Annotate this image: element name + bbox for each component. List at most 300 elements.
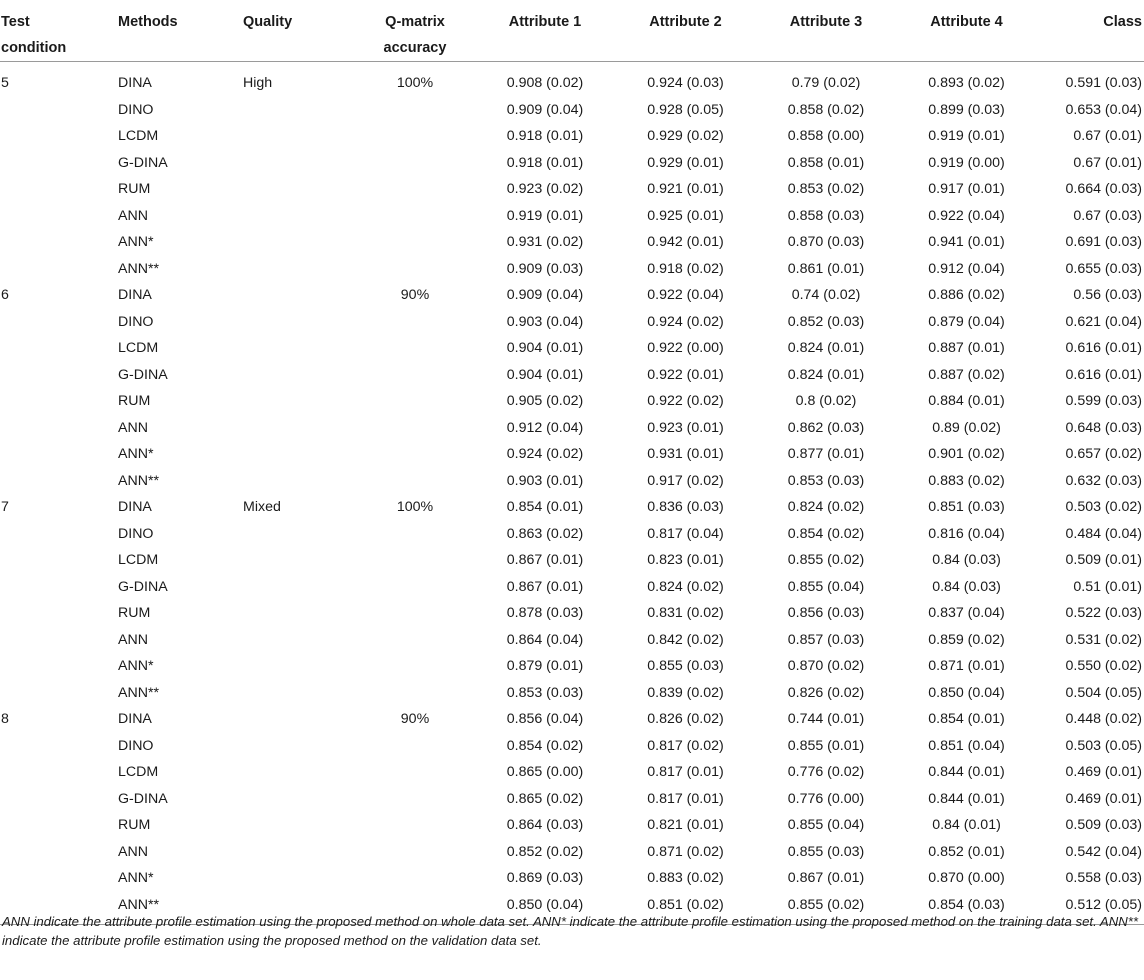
qmatrix-cell: 100% bbox=[396, 75, 434, 91]
qmatrix-cell bbox=[355, 229, 475, 256]
table-row bbox=[0, 812, 1144, 839]
attribute-4-cell: 0.886 (0.02) bbox=[928, 287, 1005, 303]
attribute-4-cell: 0.912 (0.04) bbox=[928, 260, 1005, 277]
test-condition-cell bbox=[0, 309, 118, 336]
qmatrix-cell bbox=[355, 865, 475, 892]
attribute-1-cell: 0.918 (0.01) bbox=[506, 154, 584, 171]
class-cell: 0.591 (0.03) bbox=[1065, 75, 1142, 91]
quality-cell bbox=[243, 468, 355, 495]
qmatrix-cell bbox=[355, 547, 475, 574]
class-cell: 0.664 (0.03) bbox=[1065, 181, 1142, 197]
attribute-3-cell: 0.877 (0.01) bbox=[787, 446, 865, 462]
attribute-1-cell: 0.924 (0.02) bbox=[506, 446, 584, 462]
attribute-3-cell: 0.852 (0.03) bbox=[787, 313, 865, 330]
attribute-3-cell: 0.79 (0.02) bbox=[791, 75, 861, 91]
attribute-3-cell: 0.870 (0.02) bbox=[787, 658, 865, 674]
header-qmatrix-accuracy bbox=[355, 0, 475, 62]
header-attribute-1: Attribute 1 bbox=[475, 0, 615, 62]
table-row bbox=[0, 203, 1144, 230]
attribute-4-cell: 0.922 (0.04) bbox=[928, 207, 1005, 224]
attribute-2-cell: 0.921 (0.01) bbox=[647, 181, 724, 197]
attribute-3-cell: 0.861 (0.01) bbox=[787, 260, 865, 277]
method-cell: G-DINA bbox=[118, 578, 168, 595]
qmatrix-cell bbox=[355, 150, 475, 177]
header-methods: Methods bbox=[118, 0, 243, 62]
table-row bbox=[0, 600, 1144, 627]
attribute-3-cell: 0.857 (0.03) bbox=[787, 631, 865, 648]
attribute-4-cell: 0.844 (0.01) bbox=[928, 764, 1005, 780]
qmatrix-cell bbox=[355, 309, 475, 336]
attribute-1-cell: 0.865 (0.02) bbox=[506, 790, 584, 807]
qmatrix-cell bbox=[355, 521, 475, 548]
attribute-1-cell: 0.903 (0.01) bbox=[506, 472, 584, 489]
quality-cell bbox=[243, 574, 355, 601]
class-cell: 0.56 (0.03) bbox=[1073, 287, 1142, 303]
quality-cell bbox=[243, 282, 355, 309]
table-row bbox=[0, 494, 1144, 521]
quality-cell bbox=[243, 521, 355, 548]
table-row bbox=[0, 176, 1144, 203]
table-body bbox=[0, 62, 1144, 925]
attribute-2-cell: 0.918 (0.02) bbox=[647, 260, 724, 277]
header-quality: Quality bbox=[243, 0, 355, 62]
attribute-1-cell: 0.852 (0.02) bbox=[506, 843, 584, 860]
attribute-4-cell: 0.84 (0.01) bbox=[932, 817, 1001, 833]
attribute-1-cell: 0.918 (0.01) bbox=[506, 128, 584, 144]
method-cell: ANN* bbox=[118, 234, 154, 250]
header-attribute-3: Attribute 3 bbox=[756, 0, 896, 62]
test-condition-cell bbox=[0, 547, 118, 574]
method-cell: ANN bbox=[118, 843, 148, 860]
attribute-2-cell: 0.817 (0.02) bbox=[647, 737, 724, 754]
quality-cell bbox=[243, 627, 355, 654]
header-test-condition-line2: condition bbox=[1, 40, 67, 56]
method-cell: ANN** bbox=[118, 892, 243, 925]
qmatrix-cell bbox=[355, 468, 475, 495]
attribute-2-cell: 0.922 (0.02) bbox=[647, 393, 724, 409]
attribute-4-cell: 0.919 (0.01) bbox=[928, 128, 1005, 144]
qmatrix-cell bbox=[355, 176, 475, 203]
method-cell: G-DINA bbox=[118, 790, 168, 807]
class-cell: 0.599 (0.03) bbox=[1065, 393, 1142, 409]
attribute-1-cell: 0.865 (0.00) bbox=[506, 764, 584, 780]
class-cell: 0.509 (0.03) bbox=[1065, 817, 1142, 833]
attribute-1-cell: 0.903 (0.04) bbox=[506, 313, 584, 330]
attribute-1-cell: 0.854 (0.01) bbox=[506, 499, 584, 515]
attribute-3-cell: 0.858 (0.02) bbox=[787, 101, 865, 118]
attribute-3-cell: 0.853 (0.03) bbox=[787, 472, 865, 489]
quality-cell bbox=[243, 680, 355, 707]
quality-cell bbox=[243, 309, 355, 336]
attribute-2-cell: 0.831 (0.02) bbox=[647, 605, 724, 621]
attribute-3-cell: 0.824 (0.02) bbox=[787, 499, 865, 515]
test-condition-cell bbox=[0, 521, 118, 548]
quality-cell bbox=[243, 547, 355, 574]
quality-cell bbox=[243, 335, 355, 362]
qmatrix-cell bbox=[355, 362, 475, 389]
table-row bbox=[0, 680, 1144, 707]
attribute-2-cell: 0.824 (0.02) bbox=[647, 578, 724, 595]
qmatrix-cell bbox=[355, 203, 475, 230]
qmatrix-cell bbox=[355, 441, 475, 468]
test-condition-cell bbox=[0, 388, 118, 415]
attribute-2-cell: 0.917 (0.02) bbox=[647, 472, 724, 489]
quality-cell bbox=[243, 123, 355, 150]
class-cell: 0.657 (0.02) bbox=[1065, 446, 1142, 462]
attribute-2-cell: 0.883 (0.02) bbox=[647, 870, 724, 886]
table-row bbox=[0, 362, 1144, 389]
quality-cell bbox=[243, 97, 355, 124]
attribute-1-cell: 0.878 (0.03) bbox=[506, 605, 584, 621]
quality-cell bbox=[243, 362, 355, 389]
class-cell: 0.503 (0.02) bbox=[1065, 499, 1142, 515]
method-cell: DINO bbox=[118, 737, 154, 754]
class-cell: 0.469 (0.01) bbox=[1065, 764, 1142, 780]
quality-cell bbox=[243, 388, 355, 415]
attribute-4-cell: 0.871 (0.01) bbox=[928, 658, 1005, 674]
attribute-4-cell: 0.854 (0.01) bbox=[928, 711, 1005, 727]
class-cell: 0.616 (0.01) bbox=[1065, 340, 1142, 356]
test-condition-cell bbox=[0, 786, 118, 813]
class-cell: 0.691 (0.03) bbox=[1065, 234, 1142, 250]
attribute-3-cell: 0.862 (0.03) bbox=[787, 419, 865, 436]
test-condition-cell bbox=[0, 468, 118, 495]
header-test-condition-line1: Test bbox=[1, 14, 30, 30]
attribute-4-cell: 0.879 (0.04) bbox=[928, 313, 1005, 330]
test-condition-cell bbox=[0, 415, 118, 442]
header-qmatrix-line2: accuracy bbox=[383, 40, 447, 56]
attribute-3-cell: 0.854 (0.02) bbox=[787, 525, 865, 542]
test-condition-cell bbox=[0, 600, 118, 627]
attribute-4-cell: 0.941 (0.01) bbox=[928, 234, 1005, 250]
test-condition-cell bbox=[0, 839, 118, 866]
table-row bbox=[0, 839, 1144, 866]
method-cell: DINO bbox=[118, 313, 154, 330]
attribute-3-cell: 0.855 (0.03) bbox=[787, 843, 865, 860]
attribute-2-cell: 0.821 (0.01) bbox=[647, 817, 724, 833]
attribute-4-cell: 0.917 (0.01) bbox=[928, 181, 1005, 197]
attribute-4-cell: 0.852 (0.01) bbox=[928, 843, 1005, 860]
attribute-1-cell: 0.904 (0.01) bbox=[506, 366, 584, 383]
method-cell: DINO bbox=[118, 525, 154, 542]
class-cell: 0.503 (0.05) bbox=[1065, 737, 1142, 754]
table-row bbox=[0, 256, 1144, 283]
attribute-2-cell: 0.871 (0.02) bbox=[647, 843, 724, 860]
method-cell: ANN bbox=[118, 631, 148, 648]
test-condition-cell: 6 bbox=[1, 287, 9, 303]
qmatrix-cell bbox=[355, 627, 475, 654]
attribute-4-cell: 0.854 (0.03) bbox=[896, 892, 1037, 925]
attribute-2-cell: 0.836 (0.03) bbox=[647, 499, 724, 515]
class-cell: 0.509 (0.01) bbox=[1065, 552, 1142, 568]
table-row bbox=[0, 865, 1144, 892]
attribute-2-cell: 0.817 (0.01) bbox=[647, 764, 724, 780]
attribute-2-cell: 0.851 (0.02) bbox=[615, 892, 756, 925]
test-condition-cell bbox=[0, 335, 118, 362]
attribute-3-cell: 0.858 (0.03) bbox=[787, 207, 865, 224]
table-row bbox=[0, 733, 1144, 760]
attribute-4-cell: 0.884 (0.01) bbox=[928, 393, 1005, 409]
attribute-1-cell: 0.853 (0.03) bbox=[506, 684, 584, 701]
qmatrix-cell bbox=[355, 680, 475, 707]
class-cell: 0.469 (0.01) bbox=[1065, 790, 1142, 807]
class-cell: 0.653 (0.04) bbox=[1065, 101, 1142, 118]
attribute-2-cell: 0.929 (0.01) bbox=[647, 154, 724, 171]
class-cell: 0.67 (0.01) bbox=[1073, 154, 1142, 171]
table-row bbox=[0, 627, 1144, 654]
method-cell: RUM bbox=[118, 605, 151, 621]
class-cell: 0.504 (0.05) bbox=[1065, 684, 1142, 701]
class-cell: 0.550 (0.02) bbox=[1065, 658, 1142, 674]
class-cell: 0.648 (0.03) bbox=[1065, 419, 1142, 436]
class-cell: 0.448 (0.02) bbox=[1065, 711, 1142, 727]
test-condition-cell bbox=[0, 627, 118, 654]
attribute-2-cell: 0.922 (0.01) bbox=[647, 366, 724, 383]
qmatrix-cell bbox=[355, 653, 475, 680]
attribute-3-cell: 0.855 (0.04) bbox=[787, 578, 865, 595]
attribute-3-cell: 0.74 (0.02) bbox=[791, 287, 861, 303]
table-row bbox=[0, 309, 1144, 336]
quality-cell bbox=[243, 415, 355, 442]
attribute-4-cell: 0.850 (0.04) bbox=[928, 684, 1005, 701]
attribute-1-cell: 0.856 (0.04) bbox=[506, 711, 584, 727]
quality-cell bbox=[243, 865, 355, 892]
attribute-3-cell: 0.855 (0.02) bbox=[756, 892, 896, 925]
attribute-4-cell: 0.844 (0.01) bbox=[928, 790, 1005, 807]
qmatrix-cell bbox=[355, 123, 475, 150]
attribute-1-cell: 0.863 (0.02) bbox=[506, 525, 584, 542]
attribute-2-cell: 0.922 (0.00) bbox=[647, 340, 724, 356]
test-condition-cell bbox=[0, 441, 118, 468]
quality-cell: Mixed bbox=[243, 499, 281, 515]
attribute-4-cell: 0.887 (0.01) bbox=[928, 340, 1005, 356]
attribute-1-cell: 0.912 (0.04) bbox=[506, 419, 584, 436]
qmatrix-cell bbox=[355, 759, 475, 786]
attribute-1-cell: 0.867 (0.01) bbox=[506, 552, 584, 568]
attribute-2-cell: 0.922 (0.04) bbox=[647, 287, 724, 303]
class-cell: 0.484 (0.04) bbox=[1065, 525, 1142, 542]
attribute-2-cell: 0.928 (0.05) bbox=[647, 101, 724, 118]
table-row bbox=[0, 62, 1144, 97]
quality-cell bbox=[243, 229, 355, 256]
attribute-4-cell: 0.893 (0.02) bbox=[928, 75, 1005, 91]
attribute-1-cell: 0.919 (0.01) bbox=[506, 207, 584, 224]
attribute-3-cell: 0.855 (0.02) bbox=[787, 552, 865, 568]
attribute-1-cell: 0.931 (0.02) bbox=[506, 234, 584, 250]
header-attribute-2: Attribute 2 bbox=[615, 0, 756, 62]
attribute-2-cell: 0.817 (0.01) bbox=[647, 790, 724, 807]
quality-cell bbox=[243, 733, 355, 760]
attribute-4-cell: 0.883 (0.02) bbox=[928, 472, 1005, 489]
attribute-4-cell: 0.887 (0.02) bbox=[928, 366, 1005, 383]
class-cell: 0.522 (0.03) bbox=[1065, 605, 1142, 621]
attribute-1-cell: 0.854 (0.02) bbox=[506, 737, 584, 754]
attribute-3-cell: 0.858 (0.00) bbox=[787, 128, 865, 144]
quality-cell bbox=[243, 441, 355, 468]
class-cell: 0.67 (0.03) bbox=[1073, 207, 1142, 224]
attribute-1-cell: 0.850 (0.04) bbox=[475, 892, 615, 925]
method-cell: LCDM bbox=[118, 128, 159, 144]
attribute-3-cell: 0.855 (0.01) bbox=[787, 737, 865, 754]
test-condition-cell bbox=[0, 176, 118, 203]
method-cell: RUM bbox=[118, 817, 151, 833]
test-condition-cell bbox=[0, 812, 118, 839]
method-cell: ANN* bbox=[118, 658, 154, 674]
attribute-4-cell: 0.89 (0.02) bbox=[932, 419, 1001, 436]
quality-cell bbox=[243, 176, 355, 203]
method-cell: G-DINA bbox=[118, 366, 168, 383]
test-condition-cell: 8 bbox=[1, 711, 9, 727]
header-class: Class bbox=[1037, 0, 1144, 62]
attribute-1-cell: 0.867 (0.01) bbox=[506, 578, 584, 595]
attribute-2-cell: 0.817 (0.04) bbox=[647, 525, 724, 542]
attribute-4-cell: 0.859 (0.02) bbox=[928, 631, 1005, 648]
attribute-3-cell: 0.8 (0.02) bbox=[795, 393, 857, 409]
method-cell: ANN bbox=[118, 419, 148, 436]
attribute-4-cell: 0.84 (0.03) bbox=[932, 552, 1001, 568]
quality-cell bbox=[243, 759, 355, 786]
table-row bbox=[0, 415, 1144, 442]
class-cell: 0.531 (0.02) bbox=[1065, 631, 1142, 648]
table-row bbox=[0, 786, 1144, 813]
method-cell: ANN* bbox=[118, 870, 154, 886]
attribute-1-cell: 0.923 (0.02) bbox=[506, 181, 584, 197]
qmatrix-cell bbox=[355, 574, 475, 601]
class-cell: 0.51 (0.01) bbox=[1073, 578, 1142, 595]
table-header-row bbox=[0, 0, 1144, 62]
attribute-4-cell: 0.870 (0.00) bbox=[928, 870, 1005, 886]
table-footnote: ANN indicate the attribute profile estimation using the proposed method on whole data set. ANN* indicate the attribute profile estimation using the proposed method on the training data set. ANN** indicate the attribute profile estimation using the proposed method on the validation data set. bbox=[2, 914, 1139, 948]
method-cell: DINA bbox=[118, 75, 152, 91]
attribute-4-cell: 0.851 (0.03) bbox=[928, 499, 1005, 515]
method-cell: ANN** bbox=[118, 260, 159, 277]
qmatrix-cell bbox=[355, 839, 475, 866]
attribute-4-cell: 0.899 (0.03) bbox=[928, 101, 1005, 118]
class-cell: 0.558 (0.03) bbox=[1065, 870, 1142, 886]
method-cell: DINO bbox=[118, 101, 154, 118]
table-row bbox=[0, 123, 1144, 150]
test-condition-cell bbox=[0, 123, 118, 150]
method-cell: RUM bbox=[118, 393, 151, 409]
class-cell: 0.621 (0.04) bbox=[1065, 313, 1142, 330]
attribute-4-cell: 0.851 (0.04) bbox=[928, 737, 1005, 754]
attribute-3-cell: 0.855 (0.04) bbox=[787, 817, 865, 833]
test-condition-cell: 7 bbox=[1, 499, 9, 515]
method-cell: ANN** bbox=[118, 472, 159, 489]
attribute-1-cell: 0.879 (0.01) bbox=[506, 658, 584, 674]
attribute-3-cell: 0.853 (0.02) bbox=[787, 181, 865, 197]
attribute-2-cell: 0.924 (0.03) bbox=[647, 75, 724, 91]
quality-cell bbox=[243, 653, 355, 680]
test-condition-cell bbox=[0, 97, 118, 124]
method-cell: ANN* bbox=[118, 446, 154, 462]
attribute-3-cell: 0.867 (0.01) bbox=[787, 870, 865, 886]
quality-cell bbox=[243, 706, 355, 733]
table-row bbox=[0, 335, 1144, 362]
attribute-4-cell: 0.837 (0.04) bbox=[928, 605, 1005, 621]
attribute-2-cell: 0.931 (0.01) bbox=[647, 446, 724, 462]
header-attribute-4: Attribute 4 bbox=[896, 0, 1037, 62]
qmatrix-cell bbox=[355, 733, 475, 760]
qmatrix-cell: 90% bbox=[400, 287, 430, 303]
test-condition-cell bbox=[0, 680, 118, 707]
class-cell: 0.632 (0.03) bbox=[1065, 472, 1142, 489]
attribute-1-cell: 0.869 (0.03) bbox=[506, 870, 584, 886]
qmatrix-cell bbox=[355, 812, 475, 839]
method-cell: ANN bbox=[118, 207, 148, 224]
attribute-1-cell: 0.909 (0.04) bbox=[506, 287, 584, 303]
method-cell: ANN** bbox=[118, 684, 159, 701]
quality-cell bbox=[243, 812, 355, 839]
attribute-4-cell: 0.901 (0.02) bbox=[928, 446, 1005, 462]
table-row bbox=[0, 97, 1144, 124]
test-condition-cell: 5 bbox=[1, 75, 9, 91]
table-row bbox=[0, 653, 1144, 680]
test-condition-cell bbox=[0, 733, 118, 760]
quality-cell bbox=[243, 150, 355, 177]
table-row bbox=[0, 150, 1144, 177]
header-test-condition bbox=[0, 0, 118, 62]
attribute-3-cell: 0.824 (0.01) bbox=[787, 340, 865, 356]
attribute-4-cell: 0.919 (0.00) bbox=[928, 154, 1005, 171]
test-condition-cell bbox=[0, 203, 118, 230]
method-cell: LCDM bbox=[118, 340, 159, 356]
attribute-3-cell: 0.870 (0.03) bbox=[787, 234, 865, 250]
attribute-2-cell: 0.842 (0.02) bbox=[647, 631, 724, 648]
attribute-3-cell: 0.824 (0.01) bbox=[787, 366, 865, 383]
method-cell: LCDM bbox=[118, 764, 159, 780]
table-row bbox=[0, 468, 1144, 495]
table-row bbox=[0, 388, 1144, 415]
qmatrix-cell bbox=[355, 256, 475, 283]
test-condition-cell bbox=[0, 256, 118, 283]
qmatrix-cell bbox=[355, 388, 475, 415]
attribute-4-cell: 0.84 (0.03) bbox=[932, 578, 1001, 595]
attribute-2-cell: 0.823 (0.01) bbox=[647, 552, 724, 568]
test-condition-cell bbox=[0, 653, 118, 680]
quality-cell bbox=[243, 203, 355, 230]
test-condition-cell bbox=[0, 759, 118, 786]
header-qmatrix-line1: Q-matrix bbox=[385, 14, 445, 30]
method-cell: DINA bbox=[118, 499, 152, 515]
attribute-1-cell: 0.864 (0.03) bbox=[506, 817, 584, 833]
class-cell: 0.655 (0.03) bbox=[1065, 260, 1142, 277]
table-row bbox=[0, 547, 1144, 574]
qmatrix-cell: 90% bbox=[400, 711, 430, 727]
table-row bbox=[0, 282, 1144, 309]
test-condition-cell bbox=[0, 362, 118, 389]
quality-cell bbox=[243, 786, 355, 813]
attribute-2-cell: 0.923 (0.01) bbox=[647, 419, 724, 436]
attribute-1-cell: 0.904 (0.01) bbox=[506, 340, 584, 356]
attribute-1-cell: 0.909 (0.03) bbox=[506, 260, 584, 277]
table-row bbox=[0, 441, 1144, 468]
attribute-3-cell: 0.776 (0.00) bbox=[787, 790, 865, 807]
method-cell: DINA bbox=[118, 287, 152, 303]
attribute-1-cell: 0.908 (0.02) bbox=[506, 75, 584, 91]
test-condition-cell bbox=[0, 150, 118, 177]
qmatrix-cell bbox=[355, 415, 475, 442]
attribute-2-cell: 0.855 (0.03) bbox=[647, 658, 724, 674]
method-cell: LCDM bbox=[118, 552, 159, 568]
attribute-2-cell: 0.925 (0.01) bbox=[647, 207, 724, 224]
attribute-2-cell: 0.826 (0.02) bbox=[647, 711, 724, 727]
qmatrix-cell: 100% bbox=[396, 499, 434, 515]
qmatrix-cell bbox=[355, 335, 475, 362]
method-cell: G-DINA bbox=[118, 154, 168, 171]
quality-cell bbox=[243, 256, 355, 283]
table-row bbox=[0, 229, 1144, 256]
